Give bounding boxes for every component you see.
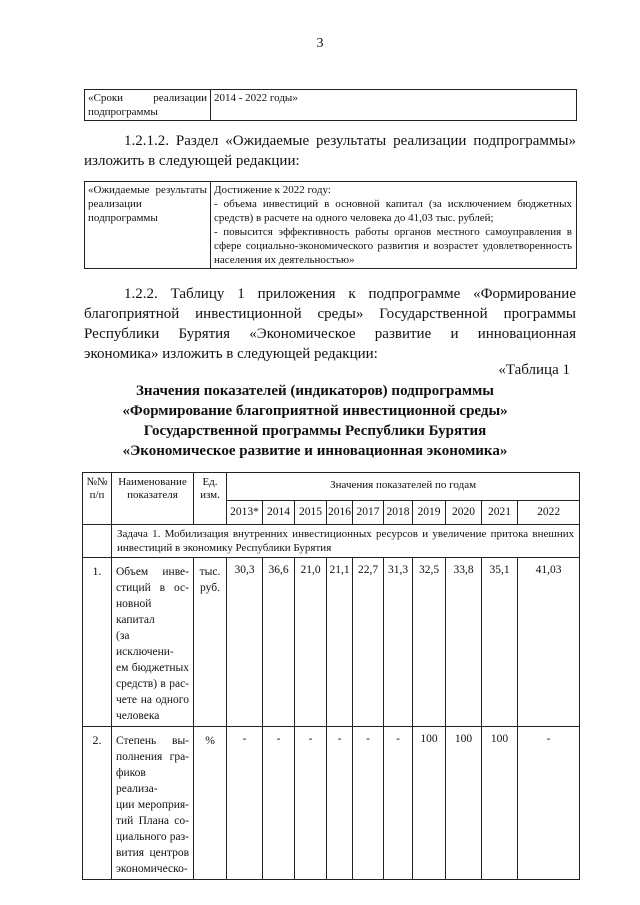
year-header: 2018 <box>384 501 413 525</box>
indicator-name-line: (за исключени- <box>116 630 174 658</box>
results-text-cell <box>211 182 577 269</box>
task-row <box>83 525 580 558</box>
indicator-value: 22,7 <box>353 558 384 727</box>
title-line-2: «Формирование благоприятной инвестиционной среды» <box>122 403 508 419</box>
header-num: №№ п/п <box>83 473 112 525</box>
results-line-3: - повысится эффективность работы органов местного самоуправления в сфере социально-экономического развития и возрастет удовлетворенность населения их деятельностью» <box>214 226 572 266</box>
table-title <box>60 381 570 461</box>
indicator-value: - <box>295 727 327 880</box>
indicator-name <box>112 727 194 880</box>
terms-value: 2014 - 2022 годы» <box>211 90 577 121</box>
indicator-value: 100 <box>446 727 482 880</box>
year-header: 2017 <box>353 501 384 525</box>
paragraph-2 <box>84 284 576 364</box>
indicator-value: - <box>353 727 384 880</box>
indicators-body <box>83 525 580 880</box>
terms-label-line2: подпрограммы <box>88 106 158 118</box>
indicator-value: 31,3 <box>384 558 413 727</box>
indicator-value: 30,3 <box>227 558 263 727</box>
terms-table <box>84 89 577 121</box>
indicator-name-line: ем бюджетных <box>116 662 189 674</box>
paragraph-2-text: 1.2.2. Таблицу 1 приложения к подпрограмме «Формирование благоприятной инвестиционной среды» Государственной программы Республики Бурятия «Экономическое развитие и инновационная экономика» изложить в следующей редакции: <box>84 286 576 362</box>
indicator-unit: % <box>194 727 227 880</box>
indicator-value: 36,6 <box>263 558 295 727</box>
indicator-name-line: вития центров <box>116 847 189 859</box>
indicator-value: - <box>327 727 353 880</box>
terms-label-cell <box>85 90 211 121</box>
title-line-4: «Экономическое развитие и инновационная экономика» <box>122 443 508 459</box>
page-number: 3 <box>316 36 324 51</box>
indicator-value: 41,03 <box>518 558 580 727</box>
indicator-name-line: тий Плана со- <box>116 815 189 827</box>
indicator-unit: тыс. руб. <box>194 558 227 727</box>
indicator-value: - <box>518 727 580 880</box>
indicators-table <box>82 472 580 880</box>
indicator-value: 21,1 <box>327 558 353 727</box>
title-line-3: Государственной программы Республики Бурятия <box>143 423 487 439</box>
indicator-name-line: фиков реализа- <box>116 767 158 795</box>
results-label: «Ожидаемые результаты реализации подпрограммы <box>85 182 211 269</box>
indicator-name-line: Объем инве- <box>116 566 189 578</box>
header-name: Наименование показателя <box>112 473 194 525</box>
header-values: Значения показателей по годам <box>227 473 580 501</box>
results-table <box>84 181 577 269</box>
indicator-value: - <box>263 727 295 880</box>
year-header: 2016 <box>327 501 353 525</box>
row-number: 2. <box>83 727 112 880</box>
indicator-name-line: циального раз- <box>116 831 189 843</box>
indicator-value: 35,1 <box>482 558 518 727</box>
results-line-1: Достижение к 2022 году: <box>214 184 331 196</box>
indicator-value: 21,0 <box>295 558 327 727</box>
header-unit: Ед. изм. <box>194 473 227 525</box>
indicator-name <box>112 558 194 727</box>
year-header: 2021 <box>482 501 518 525</box>
year-header: 2019 <box>413 501 446 525</box>
indicator-value: - <box>384 727 413 880</box>
indicator-name-line: экономическо- <box>116 863 188 875</box>
indicator-value: 100 <box>482 727 518 880</box>
task-text: Задача 1. Мобилизация внутренних инвестиционных ресурсов и увеличение притока внешних инвестиций в экономику Республики Бурятия <box>112 525 580 558</box>
indicator-name-line: человека <box>116 710 160 722</box>
indicator-name-line: ции мероприя- <box>116 799 189 811</box>
year-header: 2015 <box>295 501 327 525</box>
indicator-value: - <box>227 727 263 880</box>
table-label: «Таблица 1 <box>498 362 570 378</box>
year-header: 2022 <box>518 501 580 525</box>
terms-label-line1: «Сроки реализации <box>88 92 207 104</box>
year-header: 2014 <box>263 501 295 525</box>
indicator-name-line: Степень вы- <box>116 735 189 747</box>
year-header: 2013* <box>227 501 263 525</box>
table-row <box>83 558 580 727</box>
indicator-name-line: полнения гра- <box>116 751 189 763</box>
year-header: 2020 <box>446 501 482 525</box>
paragraph-1-text: 1.2.1.2. Раздел «Ожидаемые результаты реализации подпрограммы» изложить в следующей редакции: <box>84 133 576 169</box>
indicator-value: 32,5 <box>413 558 446 727</box>
indicator-name-line: средств) в рас- <box>116 678 189 690</box>
paragraph-1 <box>84 131 576 171</box>
indicator-name-line: стиций в ос- <box>116 582 189 594</box>
title-line-1: Значения показателей (индикаторов) подпрограммы <box>135 383 495 399</box>
indicator-name-line: чете на одного <box>116 694 189 706</box>
indicator-value: 100 <box>413 727 446 880</box>
table-row <box>83 727 580 880</box>
indicator-name-line: новной капитал <box>116 598 155 626</box>
results-line-2: - объема инвестиций в основной капитал (за исключением бюджетных средств) в расчете на одного человека до 41,03 тыс. рублей; <box>214 198 572 224</box>
row-number: 1. <box>83 558 112 727</box>
indicator-value: 33,8 <box>446 558 482 727</box>
